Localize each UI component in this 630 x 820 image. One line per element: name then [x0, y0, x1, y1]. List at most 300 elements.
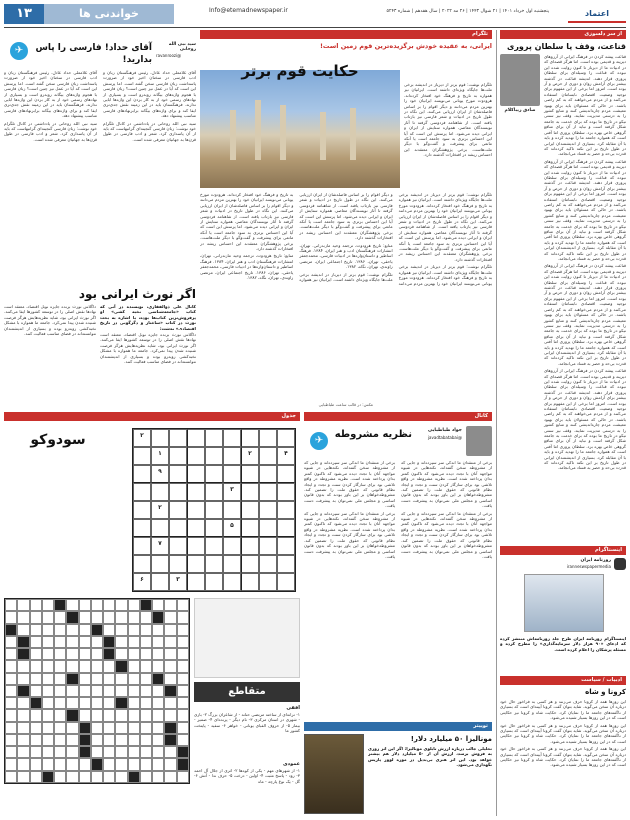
crossword-cell[interactable] [42, 734, 54, 746]
sudoku-cell[interactable]: ۲ [133, 429, 151, 447]
crossword-cell[interactable] [5, 685, 17, 697]
crossword-cell[interactable] [177, 611, 189, 623]
crossword-cell[interactable] [115, 758, 127, 770]
sudoku-cell[interactable] [241, 465, 259, 483]
sudoku-cell[interactable] [277, 483, 295, 501]
crossword-cell[interactable] [140, 746, 152, 758]
crossword-cell[interactable] [115, 746, 127, 758]
crossword-cell[interactable] [30, 660, 42, 672]
crossword-cell[interactable] [30, 685, 42, 697]
crossword-cell[interactable] [66, 746, 78, 758]
crossword-cell[interactable] [54, 636, 66, 648]
crossword-cell[interactable] [164, 758, 176, 770]
sudoku-cell[interactable] [205, 537, 223, 555]
crossword-cell[interactable] [91, 734, 103, 746]
crossword-cell[interactable] [91, 758, 103, 770]
sudoku-cell[interactable] [241, 573, 259, 591]
sudoku-cell[interactable] [187, 537, 205, 555]
sudoku-cell[interactable] [133, 501, 151, 519]
crossword-cell[interactable] [128, 599, 140, 611]
crossword-cell[interactable] [91, 624, 103, 636]
sudoku-cell[interactable] [223, 555, 241, 573]
sudoku-cell[interactable] [187, 483, 205, 501]
crossword-cell[interactable] [91, 599, 103, 611]
crossword-cell[interactable] [152, 734, 164, 746]
crossword-cell[interactable] [30, 758, 42, 770]
crossword-cell[interactable] [140, 636, 152, 648]
crossword-cell[interactable] [5, 758, 17, 770]
crossword-cell[interactable] [103, 599, 115, 611]
sudoku-cell[interactable]: ۳ [223, 483, 241, 501]
crossword-cell[interactable] [177, 648, 189, 660]
crossword-cell[interactable] [5, 722, 17, 734]
crossword-cell[interactable] [115, 636, 127, 648]
sudoku-cell[interactable] [151, 519, 169, 537]
sudoku-cell[interactable] [133, 447, 151, 465]
crossword-cell[interactable] [128, 636, 140, 648]
sudoku-cell[interactable] [205, 483, 223, 501]
crossword-cell[interactable] [115, 648, 127, 660]
crossword-cell[interactable] [140, 771, 152, 783]
crossword-cell[interactable] [30, 673, 42, 685]
crossword-cell[interactable] [164, 722, 176, 734]
crossword-cell[interactable] [17, 624, 29, 636]
crossword-cell[interactable] [91, 673, 103, 685]
crossword-cell[interactable] [128, 624, 140, 636]
sudoku-cell[interactable] [277, 465, 295, 483]
crossword-cell[interactable] [5, 636, 17, 648]
crossword-cell[interactable] [115, 722, 127, 734]
crossword-cell[interactable] [5, 673, 17, 685]
crossword-cell[interactable] [128, 673, 140, 685]
crossword-cell[interactable] [140, 599, 152, 611]
crossword-cell[interactable] [128, 709, 140, 721]
crossword-cell[interactable] [164, 648, 176, 660]
crossword-cell[interactable] [5, 697, 17, 709]
crossword-cell[interactable] [79, 673, 91, 685]
sudoku-cell[interactable]: ۴ [277, 447, 295, 465]
crossword-cell[interactable] [164, 771, 176, 783]
crossword-cell[interactable] [66, 660, 78, 672]
crossword-cell[interactable] [17, 648, 29, 660]
crossword-cell[interactable] [164, 624, 176, 636]
crossword-cell[interactable] [54, 709, 66, 721]
crossword-cell[interactable] [128, 734, 140, 746]
crossword-cell[interactable] [54, 771, 66, 783]
crossword-cell[interactable] [30, 611, 42, 623]
crossword-cell[interactable] [79, 697, 91, 709]
crossword-cell[interactable] [128, 685, 140, 697]
crossword-cell[interactable] [30, 722, 42, 734]
crossword-cell[interactable] [91, 660, 103, 672]
crossword-cell[interactable] [42, 685, 54, 697]
crossword-cell[interactable] [91, 685, 103, 697]
crossword-cell[interactable] [66, 648, 78, 660]
crossword-cell[interactable] [103, 746, 115, 758]
crossword-cell[interactable] [17, 660, 29, 672]
crossword-cell[interactable] [17, 673, 29, 685]
crossword-cell[interactable] [140, 648, 152, 660]
crossword-cell[interactable] [66, 636, 78, 648]
crossword-cell[interactable] [79, 636, 91, 648]
crossword-cell[interactable] [91, 722, 103, 734]
crossword-cell[interactable] [103, 697, 115, 709]
crossword-cell[interactable] [140, 722, 152, 734]
crossword-cell[interactable] [103, 673, 115, 685]
crossword-cell[interactable] [66, 758, 78, 770]
crossword-cell[interactable] [103, 722, 115, 734]
sudoku-cell[interactable] [133, 555, 151, 573]
crossword-cell[interactable] [54, 611, 66, 623]
crossword-cell[interactable] [140, 709, 152, 721]
crossword-cell[interactable] [42, 611, 54, 623]
sudoku-cell[interactable] [259, 465, 277, 483]
crossword-cell[interactable] [103, 636, 115, 648]
crossword-cell[interactable] [128, 648, 140, 660]
crossword-cell[interactable] [30, 746, 42, 758]
crossword-cell[interactable] [79, 599, 91, 611]
sudoku-cell[interactable] [241, 483, 259, 501]
crossword-cell[interactable] [164, 660, 176, 672]
sudoku-cell[interactable] [259, 537, 277, 555]
sudoku-cell[interactable] [241, 555, 259, 573]
crossword-cell[interactable] [91, 611, 103, 623]
crossword-cell[interactable] [115, 624, 127, 636]
crossword-cell[interactable] [30, 771, 42, 783]
crossword-cell[interactable] [115, 660, 127, 672]
crossword-cell[interactable] [115, 734, 127, 746]
sudoku-cell[interactable] [241, 537, 259, 555]
sudoku-cell[interactable] [169, 447, 187, 465]
sudoku-grid[interactable] [132, 428, 296, 592]
crossword-cell[interactable] [115, 709, 127, 721]
crossword-cell[interactable] [128, 722, 140, 734]
crossword-cell[interactable] [91, 648, 103, 660]
sudoku-cell[interactable]: ۳ [169, 573, 187, 591]
crossword-cell[interactable] [66, 697, 78, 709]
crossword-cell[interactable] [79, 611, 91, 623]
crossword-cell[interactable] [164, 709, 176, 721]
sudoku-cell[interactable] [133, 537, 151, 555]
sudoku-cell[interactable] [151, 573, 169, 591]
sudoku-cell[interactable] [169, 537, 187, 555]
sudoku-cell[interactable] [133, 483, 151, 501]
crossword-cell[interactable] [103, 709, 115, 721]
crossword-cell[interactable] [66, 685, 78, 697]
crossword-cell[interactable] [164, 611, 176, 623]
sudoku-cell[interactable] [205, 555, 223, 573]
crossword-cell[interactable] [54, 685, 66, 697]
crossword-cell[interactable] [164, 599, 176, 611]
sudoku-cell[interactable] [259, 483, 277, 501]
crossword-cell[interactable] [177, 746, 189, 758]
sudoku-cell[interactable] [169, 483, 187, 501]
sudoku-cell[interactable] [277, 537, 295, 555]
crossword-cell[interactable] [42, 673, 54, 685]
sudoku-cell[interactable] [151, 555, 169, 573]
crossword-cell[interactable] [42, 746, 54, 758]
crossword-cell[interactable] [91, 709, 103, 721]
crossword-cell[interactable] [164, 636, 176, 648]
crossword-cell[interactable] [42, 697, 54, 709]
sudoku-cell[interactable] [259, 501, 277, 519]
sudoku-cell[interactable] [151, 429, 169, 447]
crossword-cell[interactable] [79, 758, 91, 770]
sudoku-cell[interactable]: ۹ [151, 465, 169, 483]
crossword-cell[interactable] [140, 734, 152, 746]
crossword-cell[interactable] [17, 697, 29, 709]
crossword-cell[interactable] [91, 771, 103, 783]
crossword-cell[interactable] [30, 648, 42, 660]
sudoku-cell[interactable] [169, 519, 187, 537]
crossword-cell[interactable] [66, 599, 78, 611]
crossword-cell[interactable] [66, 771, 78, 783]
sudoku-cell[interactable] [205, 429, 223, 447]
sudoku-cell[interactable] [187, 555, 205, 573]
crossword-cell[interactable] [128, 771, 140, 783]
crossword-cell[interactable] [17, 611, 29, 623]
sudoku-cell[interactable] [259, 573, 277, 591]
crossword-cell[interactable] [115, 673, 127, 685]
crossword-cell[interactable] [66, 673, 78, 685]
crossword-cell[interactable] [164, 697, 176, 709]
sudoku-cell[interactable] [187, 465, 205, 483]
crossword-cell[interactable] [30, 709, 42, 721]
crossword-cell[interactable] [17, 636, 29, 648]
sudoku-cell[interactable] [169, 465, 187, 483]
crossword-cell[interactable] [177, 771, 189, 783]
sudoku-cell[interactable]: ۲ [241, 447, 259, 465]
crossword-cell[interactable] [5, 660, 17, 672]
crossword-cell[interactable] [140, 758, 152, 770]
crossword-cell[interactable] [5, 648, 17, 660]
sudoku-cell[interactable] [205, 501, 223, 519]
crossword-cell[interactable] [54, 746, 66, 758]
crossword-cell[interactable] [54, 697, 66, 709]
crossword-cell[interactable] [17, 758, 29, 770]
crossword-cell[interactable] [17, 734, 29, 746]
crossword-cell[interactable] [177, 734, 189, 746]
crossword-cell[interactable] [5, 709, 17, 721]
crossword-cell[interactable] [103, 734, 115, 746]
sudoku-cell[interactable] [169, 429, 187, 447]
crossword-cell[interactable] [42, 758, 54, 770]
sudoku-cell[interactable] [223, 465, 241, 483]
sudoku-cell[interactable] [259, 447, 277, 465]
crossword-cell[interactable] [17, 771, 29, 783]
crossword-cell[interactable] [177, 636, 189, 648]
sudoku-cell[interactable] [259, 555, 277, 573]
crossword-cell[interactable] [30, 636, 42, 648]
sudoku-cell[interactable] [277, 501, 295, 519]
crossword-cell[interactable] [5, 746, 17, 758]
sudoku-cell[interactable] [187, 447, 205, 465]
crossword-cell[interactable] [177, 624, 189, 636]
crossword-cell[interactable] [115, 611, 127, 623]
crossword-cell[interactable] [128, 660, 140, 672]
sudoku-cell[interactable] [241, 501, 259, 519]
crossword-cell[interactable] [103, 685, 115, 697]
crossword-cell[interactable] [79, 660, 91, 672]
crossword-cell[interactable] [152, 636, 164, 648]
crossword-cell[interactable] [17, 722, 29, 734]
sudoku-cell[interactable] [187, 501, 205, 519]
crossword-cell[interactable] [128, 758, 140, 770]
crossword-cell[interactable] [54, 758, 66, 770]
crossword-cell[interactable] [115, 685, 127, 697]
crossword-cell[interactable] [54, 660, 66, 672]
crossword-cell[interactable] [5, 599, 17, 611]
sudoku-cell[interactable]: ۱ [151, 447, 169, 465]
crossword-cell[interactable] [177, 660, 189, 672]
crossword-cell[interactable] [17, 685, 29, 697]
crossword-cell[interactable] [152, 611, 164, 623]
sudoku-cell[interactable] [223, 573, 241, 591]
crossword-cell[interactable] [152, 624, 164, 636]
crossword-cell[interactable] [79, 746, 91, 758]
sudoku-cell[interactable] [259, 519, 277, 537]
crossword-cell[interactable] [177, 722, 189, 734]
sudoku-cell[interactable] [223, 447, 241, 465]
crossword-cell[interactable] [103, 611, 115, 623]
crossword-cell[interactable] [42, 709, 54, 721]
crossword-cell[interactable] [152, 722, 164, 734]
sudoku-cell[interactable] [205, 573, 223, 591]
crossword-cell[interactable] [5, 624, 17, 636]
sudoku-cell[interactable] [241, 519, 259, 537]
sudoku-cell[interactable] [133, 519, 151, 537]
crossword-cell[interactable] [42, 599, 54, 611]
crossword-cell[interactable] [5, 734, 17, 746]
crossword-cell[interactable] [79, 648, 91, 660]
crossword-cell[interactable] [152, 746, 164, 758]
crossword-cell[interactable] [30, 697, 42, 709]
sudoku-cell[interactable] [241, 429, 259, 447]
crossword-cell[interactable] [79, 685, 91, 697]
crossword-cell[interactable] [128, 697, 140, 709]
crossword-cell[interactable] [54, 734, 66, 746]
crossword-cell[interactable] [66, 722, 78, 734]
crossword-cell[interactable] [177, 758, 189, 770]
crossword-cell[interactable] [66, 734, 78, 746]
crossword-cell[interactable] [152, 758, 164, 770]
crossword-cell[interactable] [54, 673, 66, 685]
sudoku-cell[interactable] [277, 519, 295, 537]
crossword-cell[interactable] [79, 722, 91, 734]
crossword-cell[interactable] [91, 697, 103, 709]
crossword-cell[interactable] [54, 624, 66, 636]
crossword-cell[interactable] [103, 624, 115, 636]
sudoku-cell[interactable] [169, 555, 187, 573]
crossword-cell[interactable] [42, 636, 54, 648]
crossword-cell[interactable] [103, 660, 115, 672]
crossword-cell[interactable] [79, 709, 91, 721]
crossword-cell[interactable] [140, 697, 152, 709]
crossword-cell[interactable] [152, 648, 164, 660]
crossword-cell[interactable] [79, 624, 91, 636]
sudoku-cell[interactable]: ۶ [133, 573, 151, 591]
crossword-cell[interactable] [66, 611, 78, 623]
crossword-cell[interactable] [54, 722, 66, 734]
crossword-cell[interactable] [152, 599, 164, 611]
crossword-cell[interactable] [42, 722, 54, 734]
crossword-cell[interactable] [177, 685, 189, 697]
sudoku-cell[interactable]: ۲ [151, 501, 169, 519]
crossword-cell[interactable] [5, 611, 17, 623]
crossword-cell[interactable] [152, 771, 164, 783]
crossword-cell[interactable] [164, 734, 176, 746]
sudoku-cell[interactable] [187, 573, 205, 591]
crossword-cell[interactable] [115, 771, 127, 783]
sudoku-cell[interactable] [151, 483, 169, 501]
crossword-cell[interactable] [128, 611, 140, 623]
crossword-cell[interactable] [91, 746, 103, 758]
crossword-cell[interactable] [17, 746, 29, 758]
crossword-grid[interactable] [4, 598, 190, 784]
sudoku-cell[interactable] [259, 429, 277, 447]
crossword-cell[interactable] [164, 673, 176, 685]
crossword-cell[interactable] [152, 660, 164, 672]
crossword-cell[interactable] [115, 599, 127, 611]
crossword-cell[interactable] [140, 685, 152, 697]
sudoku-cell[interactable] [223, 429, 241, 447]
sudoku-cell[interactable] [169, 501, 187, 519]
crossword-cell[interactable] [152, 685, 164, 697]
crossword-cell[interactable] [66, 624, 78, 636]
sudoku-cell[interactable]: ۷ [151, 537, 169, 555]
crossword-cell[interactable] [140, 624, 152, 636]
crossword-cell[interactable] [140, 673, 152, 685]
crossword-cell[interactable] [152, 709, 164, 721]
crossword-cell[interactable] [79, 734, 91, 746]
crossword-cell[interactable] [42, 771, 54, 783]
crossword-cell[interactable] [103, 648, 115, 660]
sudoku-cell[interactable] [187, 519, 205, 537]
crossword-cell[interactable] [17, 599, 29, 611]
crossword-cell[interactable] [91, 636, 103, 648]
crossword-cell[interactable] [128, 746, 140, 758]
crossword-cell[interactable] [54, 599, 66, 611]
crossword-cell[interactable] [17, 709, 29, 721]
crossword-cell[interactable] [164, 746, 176, 758]
sudoku-cell[interactable] [223, 501, 241, 519]
crossword-cell[interactable] [177, 697, 189, 709]
crossword-cell[interactable] [103, 771, 115, 783]
sudoku-cell[interactable] [277, 555, 295, 573]
sudoku-cell[interactable] [223, 537, 241, 555]
crossword-cell[interactable] [115, 697, 127, 709]
crossword-cell[interactable] [42, 660, 54, 672]
sudoku-cell[interactable] [133, 465, 151, 483]
crossword-cell[interactable] [177, 709, 189, 721]
crossword-cell[interactable] [152, 697, 164, 709]
crossword-cell[interactable] [30, 624, 42, 636]
crossword-cell[interactable] [152, 673, 164, 685]
crossword-cell[interactable] [42, 648, 54, 660]
sudoku-cell[interactable] [205, 447, 223, 465]
crossword-cell[interactable] [42, 624, 54, 636]
crossword-cell[interactable] [30, 599, 42, 611]
crossword-cell[interactable] [66, 709, 78, 721]
crossword-cell[interactable] [30, 734, 42, 746]
email-address[interactable]: Info@etemadnewspaper.ir [209, 7, 288, 14]
sudoku-cell[interactable] [205, 519, 223, 537]
crossword-cell[interactable] [164, 685, 176, 697]
crossword-cell[interactable] [5, 771, 17, 783]
sudoku-cell[interactable] [277, 573, 295, 591]
crossword-cell[interactable] [79, 771, 91, 783]
crossword-cell[interactable] [103, 758, 115, 770]
